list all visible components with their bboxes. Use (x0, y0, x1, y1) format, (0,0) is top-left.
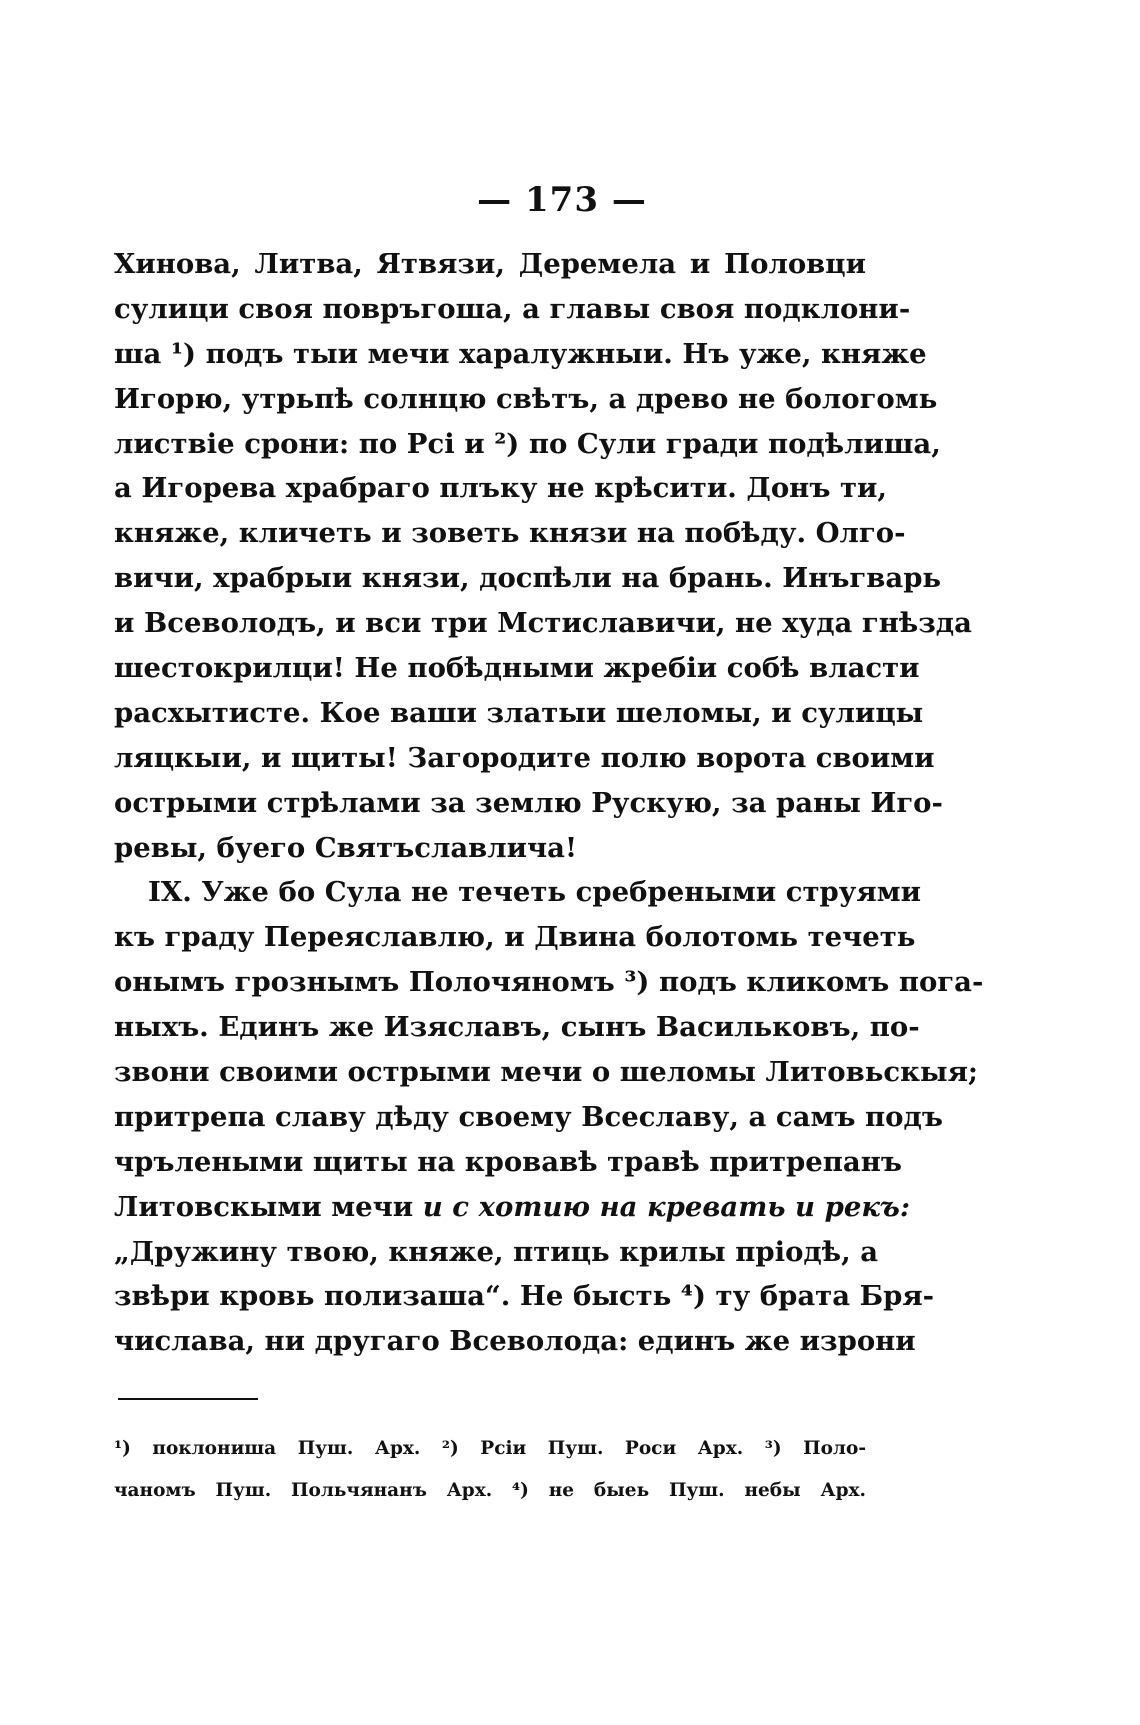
footnotes (114, 1428, 866, 1512)
footnote-rule (118, 1398, 258, 1400)
text-line: чрълеными щиты на кровавѣ травѣ притрепанъ (114, 1145, 902, 1178)
text-line: листвіе срони: по Рсі и ²) по Сули гради подѣлиша, (114, 427, 941, 460)
text-line: а Игорева храбраго плъку не крѣсити. Донъ ти, (114, 472, 887, 505)
italic-text-segment: и с хотию на кревать и рекъ: (422, 1190, 911, 1223)
text-line: къ граду Переяславлю, и Двина болотомь течеть (114, 921, 916, 954)
text-line: ревы, буего Святъславлича! (114, 831, 578, 864)
text-line: сулици своя повръгоша, а главы своя подклони- (114, 292, 911, 325)
body-text (114, 242, 984, 1364)
text-line: расхытисте. Кое ваши златыи шеломы, и сулицы (114, 696, 924, 729)
text-line-mixed (114, 1185, 911, 1230)
text-line: княже, кличеть и зоветь князи на побѣду. Олго- (114, 517, 906, 550)
section-ix-first-line: IX. Уже бо Сула не течеть сребреными струями (148, 876, 921, 909)
text-line: притрепа славу дѣду своему Всеславу, а самъ подъ (114, 1100, 943, 1133)
text-line: острыми стрѣлами за землю Рускую, за раны Иго- (114, 786, 943, 819)
page-number: — 173 — (477, 180, 647, 220)
text-line: ляцкыи, и щиты! Загородите полю ворота своими (114, 741, 935, 774)
text-line: звѣри кровь полизаша“. Не бысть ⁴) ту брата Бря- (114, 1280, 935, 1313)
footnote-line: ¹) поклониша Пуш. Арх. ²) Рсіи Пуш. Роси Арх. ³) Поло- (114, 1438, 866, 1459)
text-line: шестокрилци! Не побѣдными жребіи собѣ власти (114, 652, 920, 685)
text-line: онымъ грознымъ Полочяномъ ³) подъ кликомъ пога- (114, 966, 984, 999)
text-line: Хинова, Литва, Ятвязи, Деремела и Половци (114, 248, 866, 280)
text-line: и Всеволодъ, и вси три Мстиславичи, не худа гнѣзда (114, 607, 972, 640)
text-segment: Литовскыми мечи (114, 1190, 414, 1223)
text-line: ныхъ. Единъ же Изяславъ, сынъ Васильковъ, по- (114, 1011, 920, 1044)
footnote-line: чаномъ Пуш. Польчянанъ Арх. ⁴) не быеь Пуш. небы Арх. (114, 1480, 866, 1501)
text-line: числава, ни другаго Всеволода: единъ же изрони (114, 1325, 916, 1358)
text-line: звони своими острыми мечи о шеломы Литовьскыя; (114, 1056, 979, 1089)
text-line: ша ¹) подъ тыи мечи харалужныи. Нъ уже, княже (114, 337, 927, 370)
text-line: „Дружину твою, княже, птиць крилы пріодѣ, а (114, 1235, 879, 1268)
text-line: Игорю, утрьпѣ солнцю свѣтъ, а древо не бологомь (114, 382, 938, 415)
text-line: вичи, храбрыи князи, доспѣли на брань. Инъгварь (114, 562, 942, 595)
